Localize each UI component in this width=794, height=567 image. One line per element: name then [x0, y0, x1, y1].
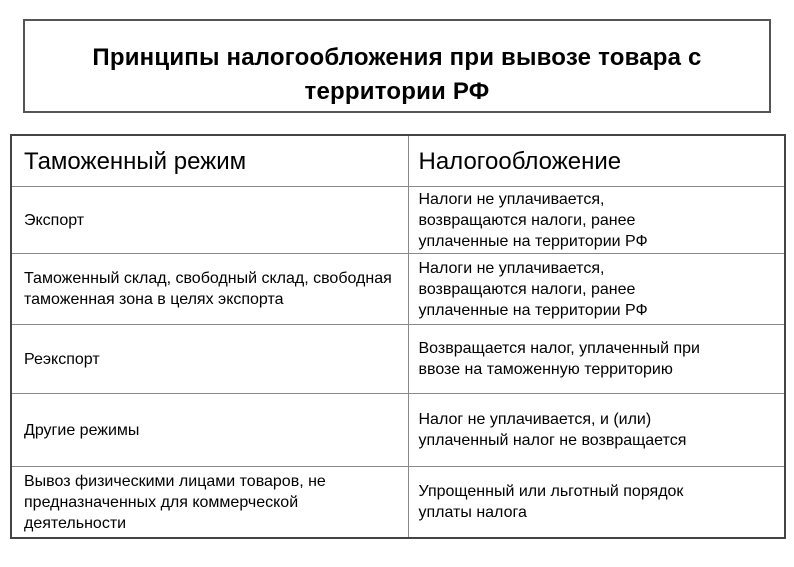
header-taxation: Налогообложение	[408, 135, 785, 187]
taxation-line: возвращаются налоги, ранее	[418, 280, 636, 298]
taxation-line: ввозе на таможенную территорию	[418, 361, 673, 378]
taxation-table	[10, 134, 786, 539]
taxation-line: Упрощенный или льготный порядок	[418, 483, 684, 500]
taxation-line: Возвращается налог, уплаченный при	[418, 340, 700, 357]
regime-cell: Реэкспорт	[11, 325, 408, 394]
table-header-row	[11, 135, 785, 187]
taxation-cell	[408, 187, 785, 254]
taxation-cell	[408, 254, 785, 325]
taxation-line: Налог не уплачивается, и (или)	[418, 411, 652, 428]
taxation-line: уплаты налога	[418, 504, 527, 521]
header-customs-regime: Таможенный режим	[11, 135, 408, 187]
taxation-line: уплаченный налог не возвращается	[418, 432, 687, 449]
taxation-line: уплаченные на территории РФ	[418, 232, 648, 250]
regime-cell: Вывоз физическими лицами товаров, не предназначенных для коммерческой деятельности	[11, 467, 408, 539]
table-row	[11, 394, 785, 467]
taxation-line: уплаченные на территории РФ	[418, 301, 648, 319]
taxation-line: Налоги не уплачивается,	[418, 190, 605, 208]
regime-cell: Экспорт	[11, 187, 408, 254]
taxation-cell	[408, 325, 785, 394]
regime-cell: Другие режимы	[11, 394, 408, 467]
title-box	[23, 19, 771, 113]
taxation-cell	[408, 394, 785, 467]
title-line-1: Принципы налогообложения при вывозе товара с	[92, 44, 702, 71]
taxation-line: Налоги не уплачивается,	[418, 259, 605, 277]
page-title	[25, 21, 769, 109]
table-row	[11, 325, 785, 394]
taxation-cell	[408, 467, 785, 539]
table-row	[11, 467, 785, 539]
regime-cell: Таможенный склад, свободный склад, свободная таможенная зона в целях экспорта	[11, 254, 408, 325]
title-line-2: территории РФ	[304, 78, 490, 105]
table-row	[11, 187, 785, 254]
taxation-line: возвращаются налоги, ранее	[418, 211, 636, 229]
table-row	[11, 254, 785, 325]
